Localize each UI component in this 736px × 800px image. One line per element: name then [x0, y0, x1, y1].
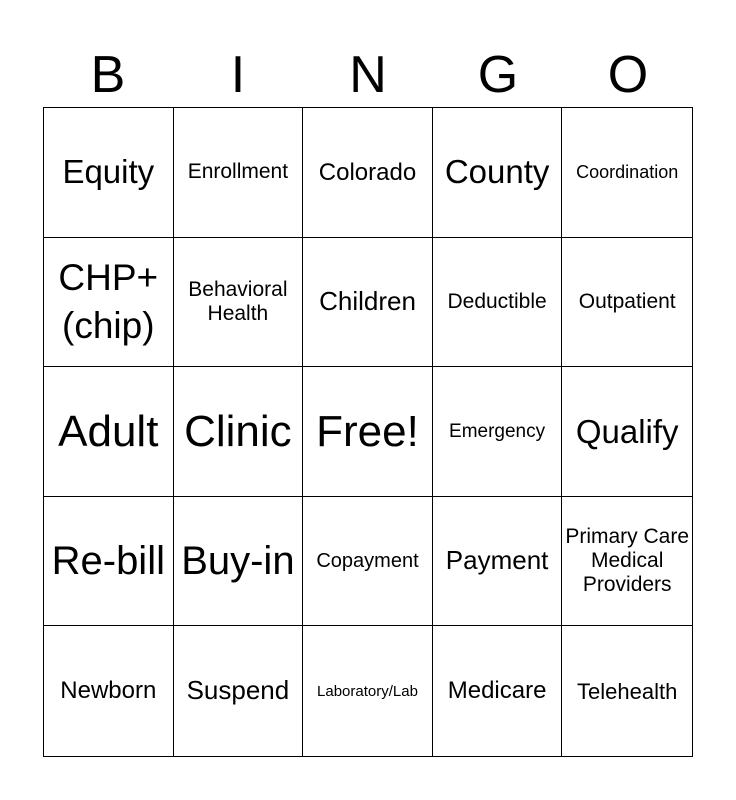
bingo-cell[interactable]: Adult	[44, 367, 174, 497]
bingo-cell[interactable]: Deductible	[433, 238, 563, 368]
bingo-cell[interactable]: Laboratory/Lab	[303, 626, 433, 756]
bingo-cell[interactable]: Copayment	[303, 497, 433, 627]
bingo-cell[interactable]: Suspend	[174, 626, 304, 756]
bingo-header	[43, 42, 693, 108]
bingo-cell free-space[interactable]: Free!	[303, 367, 433, 497]
bingo-cell[interactable]: Colorado	[303, 108, 433, 238]
bingo-cell[interactable]: Qualify	[562, 367, 692, 497]
bingo-cell[interactable]: Children	[303, 238, 433, 368]
header-letter-b: B	[90, 46, 126, 104]
bingo-cell[interactable]: Payment	[433, 497, 563, 627]
header-letter-g: G	[477, 46, 519, 104]
bingo-cell[interactable]: Emergency	[433, 367, 563, 497]
bingo-cell[interactable]: Behavioral Health	[174, 238, 304, 368]
bingo-cell[interactable]: Telehealth	[577, 678, 678, 704]
bingo-cell[interactable]: Enrollment	[174, 108, 304, 238]
bingo-cell[interactable]: County	[433, 108, 563, 238]
bingo-cell[interactable]: Re-bill	[44, 497, 174, 627]
bingo-cell[interactable]: Newborn	[44, 626, 174, 756]
header-letter-i: I	[230, 46, 246, 104]
bingo-cell[interactable]: Clinic	[174, 367, 304, 497]
bingo-cell[interactable]: Buy-in	[174, 497, 304, 627]
bingo-cell[interactable]: CHP+ (chip)	[44, 238, 174, 368]
bingo-board	[43, 107, 693, 757]
header-letter-n: N	[349, 46, 387, 104]
bingo-cell[interactable]: Medicare	[433, 626, 563, 756]
bingo-cell[interactable]: Outpatient	[562, 238, 692, 368]
bingo-cell[interactable]: Primary Care Medical Providers	[562, 497, 692, 627]
bingo-cell[interactable]: Coordination	[562, 108, 692, 238]
header-letter-o: O	[607, 46, 649, 104]
bingo-cell[interactable]: Equity	[44, 108, 174, 238]
